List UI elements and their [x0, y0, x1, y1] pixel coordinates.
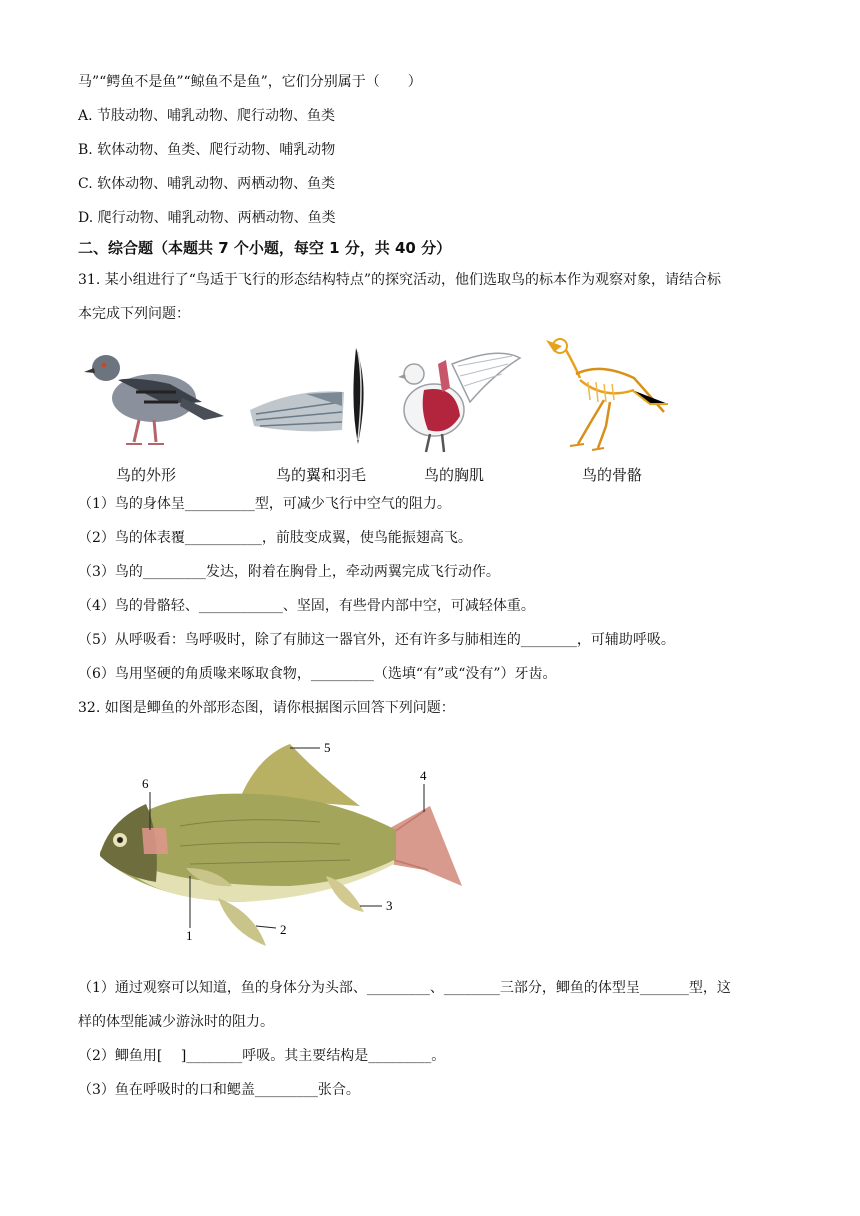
- carp-label-5: 5: [324, 740, 331, 755]
- q30-option-a[interactable]: A. 节肢动物、哺乳动物、爬行动物、鱼类: [78, 108, 336, 124]
- q30-option-d[interactable]: D. 爬行动物、哺乳动物、两栖动物、鱼类: [78, 210, 336, 226]
- q31-item-6: （6）鸟用坚硬的角质喙来啄取食物，_________（选填“有”或“没有”）牙齿。: [78, 666, 557, 682]
- bird-exterior-figure: [84, 340, 229, 452]
- q32-stem: 32. 如图是鲫鱼的外部形态图，请你根据图示回答下列问题：: [78, 700, 455, 716]
- q31-stem-line1: 31. 某小组进行了“鸟适于飞行的形态结构特点”的探究活动，他们选取鸟的标本作为观察对象，请结合标: [78, 272, 722, 288]
- q32-item-1-line2: 样的体型能减少游泳时的阻力。: [78, 1014, 274, 1030]
- caption-bird-skeleton: 鸟的骨骼: [582, 466, 643, 484]
- q31-item-1: （1）鸟的身体呈__________型，可减少飞行中空气的阻力。: [78, 496, 451, 512]
- carp-label-2: 2: [280, 922, 287, 937]
- q31-item-2: （2）鸟的体表覆___________，前肢变成翼，使鸟能振翅高飞。: [78, 530, 472, 546]
- carp-label-6: 6: [142, 776, 149, 791]
- carp-figure: [90, 736, 480, 946]
- bird-wing-feather-figure: [246, 344, 376, 454]
- q31-item-3: （3）鸟的_________发达，附着在胸骨上，牵动两翼完成飞行动作。: [78, 564, 500, 580]
- caption-bird-wing-feather: 鸟的翼和羽毛: [276, 466, 367, 484]
- q30-option-b[interactable]: B. 软体动物、鱼类、爬行动物、哺乳动物: [78, 142, 336, 158]
- q31-item-4: （4）鸟的骨骼轻、____________、坚固，有些骨内部中空，可减轻体重。: [78, 598, 535, 614]
- q32-item-2: （2）鲫鱼用[ ]________呼吸。其主要结构是_________。: [78, 1048, 446, 1064]
- q31-item-5: （5）从呼吸看：鸟呼吸时，除了有肺这一器官外，还有许多与肺相连的________，可辅助呼吸。: [78, 632, 675, 648]
- section-2-heading: 二、综合题（本题共 7 个小题，每空 1 分，共 40 分）: [78, 239, 452, 257]
- carp-label-3: 3: [386, 898, 393, 913]
- carp-label-4: 4: [420, 768, 427, 783]
- carp-label-1: 1: [186, 928, 193, 943]
- q31-stem-line2: 本完成下列问题：: [78, 306, 190, 322]
- caption-bird-breast-muscle: 鸟的胸肌: [424, 466, 485, 484]
- caption-bird-exterior: 鸟的外形: [116, 466, 177, 484]
- q32-item-1-line1: （1）通过观察可以知道，鱼的身体分为头部、_________、________三部分，鲫鱼的体型呈_______型，这: [78, 980, 731, 996]
- q30-stem-tail: 马”“鳄鱼不是鱼”“鲸鱼不是鱼”，它们分别属于（ ）: [78, 74, 422, 90]
- bird-skeleton-figure: [540, 334, 670, 454]
- bird-breast-muscle-figure: [398, 344, 523, 456]
- q32-item-3: （3）鱼在呼吸时的口和鳃盖_________张合。: [78, 1082, 360, 1098]
- q30-option-c[interactable]: C. 软体动物、哺乳动物、两栖动物、鱼类: [78, 176, 336, 192]
